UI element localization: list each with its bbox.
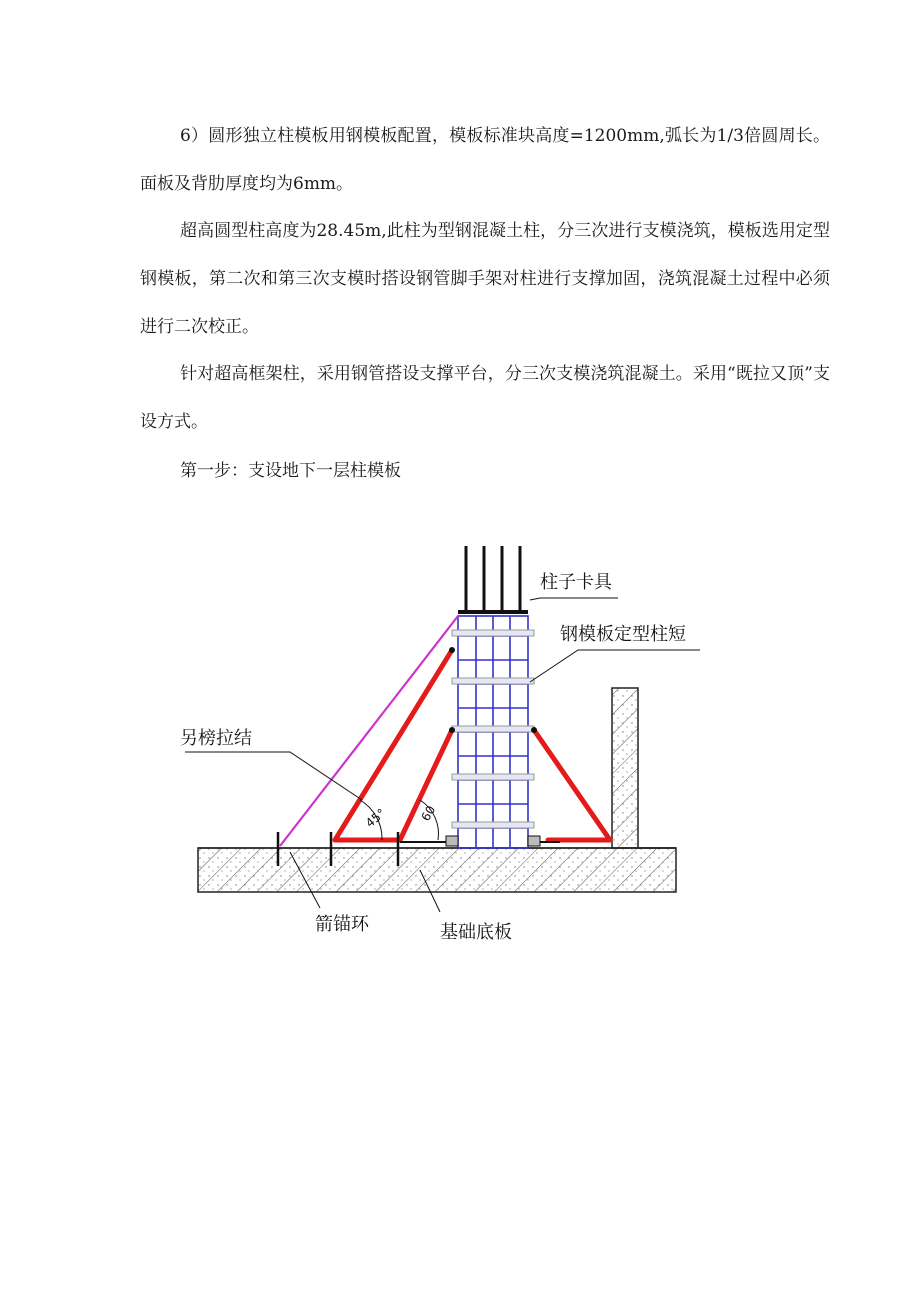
angle-45-label: 45° [362, 805, 389, 831]
label-extra-tie: 另榜拉结 [180, 728, 252, 749]
paragraph-2: 超高圆型柱高度为28.45m,此柱为型钢混凝土柱，分三次进行支模浇筑，模板选用定型钢模板，第二次和第三次支模时搭设钢管脚手架对柱进行支撑加固，浇筑混凝土过程中必须进行二次校正。 [140, 221, 830, 337]
rebar [466, 546, 520, 612]
label-base-slab: 基础底板 [440, 922, 512, 943]
paragraph-4: 第一步：支设地下一层柱模板 [180, 461, 401, 481]
paragraph-3: 针对超高框架柱，采用钢管搭设支撑平台，分三次支模浇筑混凝土。采用“既拉又顶”支设方式。 [140, 364, 830, 432]
label-anchor-ring: 箭锚环 [315, 914, 369, 935]
angle-60-label: 60 [418, 803, 439, 824]
side-wall [612, 688, 676, 848]
label-column-clamp: 柱子卡具 [540, 572, 612, 593]
base-slab [198, 848, 676, 892]
paragraph-1: 6）圆形独立柱模板用钢模板配置，模板标准块高度=1200mm,弧长为1/3倍圆周长。面板及背肋厚度均为6mm。 [140, 126, 830, 194]
label-steel-formwork: 钢模板定型柱短 [560, 624, 686, 645]
